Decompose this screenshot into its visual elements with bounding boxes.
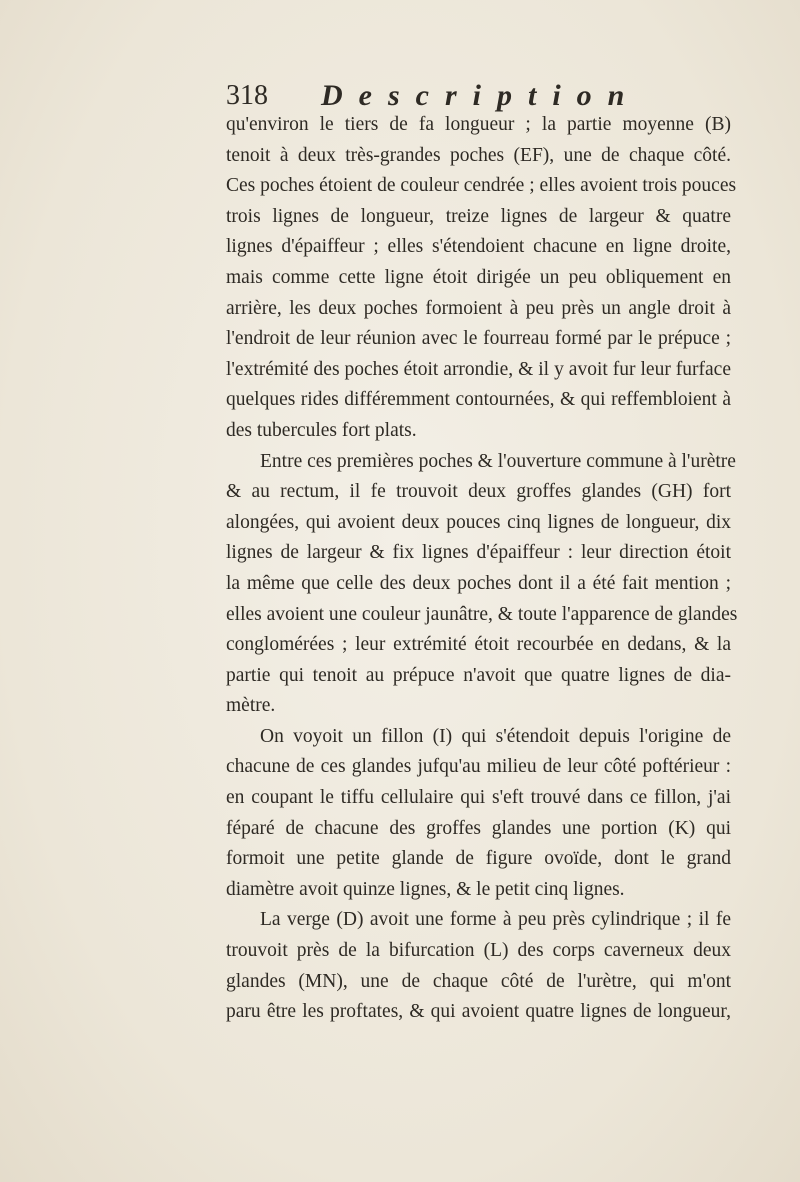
text-line: chacune de ces glandes jufqu'au milieu de leur côté poftérieur : — [226, 756, 731, 778]
text-line: des tubercules fort plats. — [226, 419, 417, 441]
text-line: glandes (MN), une de chaque côté de l'urètre, qui m'ont — [226, 970, 731, 992]
text-line: mais comme cette ligne étoit dirigée un peu obliquement en — [226, 266, 731, 288]
text-line: en coupant le tiffu cellulaire qui s'eft trouvé dans ce fillon, j'ai — [226, 787, 731, 809]
text-line: féparé de chacune des groffes glandes une portion (K) qui — [226, 817, 731, 839]
text-line: elles avoient une couleur jaunâtre, & toute l'apparence de glandes — [226, 603, 738, 625]
text-line: diamètre avoit quinze lignes, & le petit cinq lignes. — [226, 878, 625, 900]
text-line: lignes de largeur & fix lignes d'épaiffeur : leur direction étoit — [226, 542, 731, 564]
text-line: alongées, qui avoient deux pouces cinq lignes de longueur, dix — [226, 511, 731, 533]
text-line: quelques rides différemment contournées, & qui reffembloient à — [226, 389, 731, 411]
text-line: On voyoit un fillon (I) qui s'étendoit depuis l'origine de — [260, 725, 731, 747]
text-line: formoit une petite glande de figure ovoïde, dont le grand — [226, 848, 731, 870]
text-line: lignes d'épaiffeur ; elles s'étendoient chacune en ligne droite, — [226, 236, 731, 258]
text-line: qu'environ le tiers de fa longueur ; la partie moyenne (B) — [226, 114, 731, 135]
text-line: paru être les proftates, & qui avoient quatre lignes de longueur, — [226, 1001, 731, 1023]
text-line: trois lignes de longueur, treize lignes de largeur & quatre — [226, 205, 731, 227]
text-line: l'endroit de leur réunion avec le fourreau formé par le prépuce ; — [226, 328, 731, 350]
text-line: & au rectum, il fe trouvoit deux groffes glandes (GH) fort — [226, 481, 731, 503]
text-line: Entre ces premières poches & l'ouverture commune à l'urètre — [260, 450, 736, 472]
text-line: arrière, les deux poches formoient à peu près un angle droit à — [226, 297, 731, 319]
text-line: la même que celle des deux poches dont il a été fait mention ; — [226, 572, 731, 594]
text-line: conglomérées ; leur extrémité étoit recourbée en dedans, & la — [226, 634, 731, 656]
text-line: tenoit à deux très-grandes poches (EF), une de chaque côté. — [226, 144, 731, 166]
body-text — [226, 110, 738, 1028]
text-line: La verge (D) avoit une forme à peu près cylindrique ; il fe — [260, 909, 731, 931]
running-title: Description — [321, 79, 641, 112]
text-line: partie qui tenoit au prépuce n'avoit que quatre lignes de dia- — [226, 664, 731, 686]
text-line: l'extrémité des poches étoit arrondie, & il y avoit fur leur furface — [226, 358, 731, 380]
text-line: mètre. — [226, 695, 276, 717]
text-line: trouvoit près de la bifurcation (L) des corps caverneux deux — [226, 940, 731, 962]
page-number: 318 — [226, 80, 268, 111]
text-line: Ces poches étoient de couleur cendrée ; elles avoient trois pouces — [226, 175, 737, 197]
